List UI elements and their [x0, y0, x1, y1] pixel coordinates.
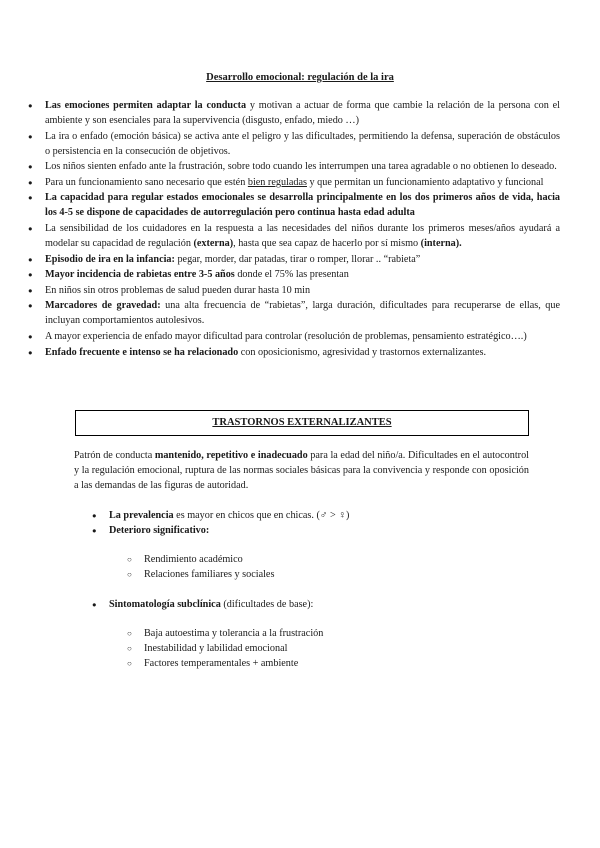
list-item: ○ Factores temperamentales + ambiente — [127, 656, 527, 671]
list-item: ● Marcadores de gravedad: una alta frecuencia de “rabietas”, larga duración, dificultades para recuperarse de ellas, que incluyan comportamientos autolesivos. — [28, 298, 560, 328]
list-item: ● La capacidad para regular estados emocionales se desarrolla principalmente en los dos primeros años de vida, hacia los 4-5 se dispone de capacidades de autorregulación pero continua hasta edad adulta — [28, 190, 560, 220]
list-item: ○ Baja autoestima y tolerancia a la frustración — [127, 626, 527, 641]
list-item: ○ Rendimiento académico — [127, 552, 527, 567]
list-item: ● Para un funcionamiento sano necesario que estén bien reguladas y que permitan un funcionamiento adaptativo y funcional — [28, 175, 560, 190]
list-item: ● Mayor incidencia de rabietas entre 3-5 años donde el 75% las presentan — [28, 267, 560, 282]
list-item: ● Enfado frecuente e intenso se ha relacionado con oposicionismo, agresividad y trastornos externalizantes. — [28, 345, 560, 360]
section-title-box — [75, 410, 529, 436]
list-item: ● Las emociones permiten adaptar la conducta y motivan a actuar de forma que cambie la relación de la persona con el ambiente y son esenciales para la supervivencia (disgusto, enfado, miedo …) — [28, 98, 560, 128]
list-item: ● A mayor experiencia de enfado mayor dificultad para controlar (resolución de problemas, pensamiento estratégico….) — [28, 329, 560, 344]
list-item: ● La sensibilidad de los cuidadores en la respuesta a las necesidades del niños durante los primeros meses/años ayudará a modelar su capacidad de regulación (externa), hasta que sea capaz de hacerlo por sí mismo (interna). — [28, 221, 560, 251]
intro-paragraph: Patrón de conducta mantenido, repetitivo e inadecuado para la edad del niño/a. Dificultades en el autocontrol y la regulación emocional, ruptura de las normas sociales básicas para la convivencia y responde con oposición a las demandas de las figuras de autoridad. — [74, 450, 529, 491]
list-item: ○ Relaciones familiares y sociales — [127, 567, 527, 582]
list-item-prevalencia: ● La prevalencia es mayor en chicos que en chicas. (♂ > ♀) — [92, 508, 532, 523]
list-item-sintomatologia: ● Sintomatología subclínica (dificultades de base): — [92, 597, 532, 612]
sintomatologia-sublist — [127, 626, 527, 671]
sintomatologia-list — [92, 597, 532, 612]
list-item: ● Los niños sienten enfado ante la frustración, sobre todo cuando les interrumpen una tarea agradable o no obtienen lo deseado. — [28, 159, 560, 174]
list-item-deterioro: ● Deterioro significativo: — [92, 523, 532, 538]
section-title: TRASTORNOS EXTERNALIZANTES — [212, 417, 392, 428]
page-title: Desarrollo emocional: regulación de la ira — [206, 72, 394, 83]
list-item: ● Episodio de ira en la infancia: pegar, morder, dar patadas, tirar o romper, llorar .. “rabieta” — [28, 252, 560, 267]
main-bullet-list — [28, 98, 560, 360]
list-item: ● La ira o enfado (emoción básica) se activa ante el peligro y las dificultades, permitiendo la defensa, superación de obstáculos o persistencia en la consecución de objetivos. — [28, 129, 560, 159]
prevalence-list — [92, 508, 532, 538]
deterioro-sublist — [127, 552, 527, 582]
list-item: ● En niños sin otros problemas de salud pueden durar hasta 10 min — [28, 283, 560, 298]
list-item: ○ Inestabilidad y labilidad emocional — [127, 641, 527, 656]
